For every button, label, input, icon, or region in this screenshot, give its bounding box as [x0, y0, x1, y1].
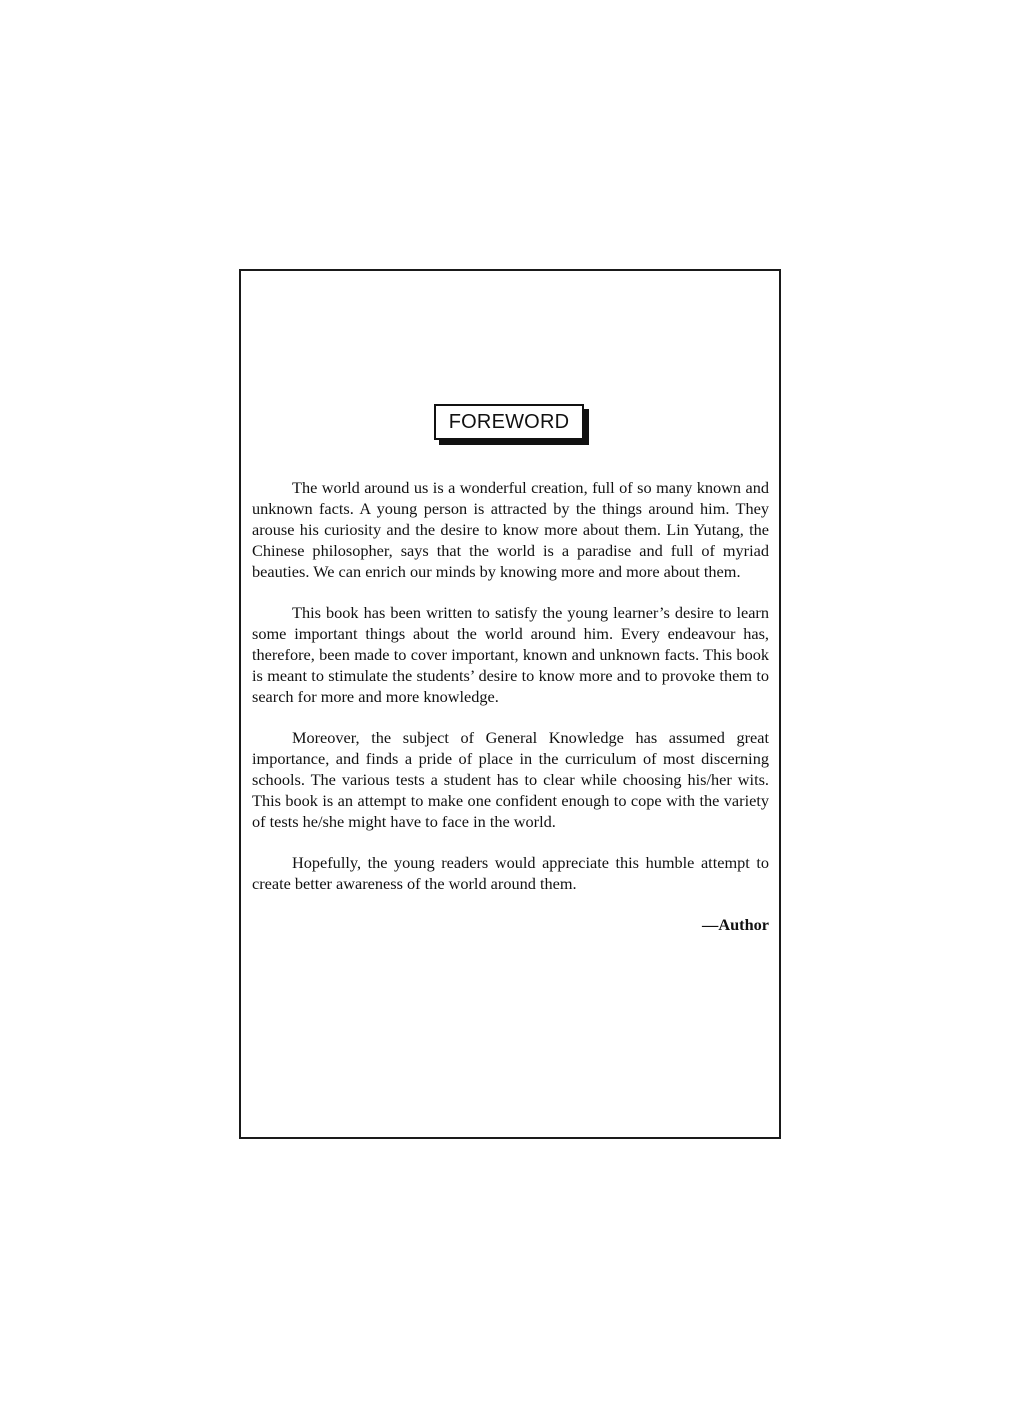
page-frame — [239, 269, 781, 1139]
foreword-body — [252, 477, 769, 935]
author-signature: —Author — [702, 915, 769, 934]
paragraph-2: This book has been written to satisfy the young learner’s desire to learn some important things about the world around him. Every endeavour has, therefore, been made to cover important, known and unknown facts. This book is meant to stimulate the students’ desire to know more and to provoke them to search for more and more knowledge. — [252, 603, 769, 706]
paragraph-4: Hopefully, the young readers would appreciate this humble attempt to create better awareness of the world around them. — [252, 853, 769, 893]
page-title: FOREWORD — [434, 404, 584, 440]
paragraph-1: The world around us is a wonderful creation, full of so many known and unknown facts. A young person is attracted by the things around him. They arouse his curiosity and the desire to know more about them. Lin Yutang, the Chinese philosopher, says that the world is a paradise and full of myriad beauties. We can enrich our minds by knowing more and more about them. — [252, 478, 769, 581]
paragraph-3: Moreover, the subject of General Knowledge has assumed great importance, and finds a pride of place in the curriculum of most discerning schools. The various tests a student has to clear while choosing his/her wits. This book is an attempt to make one confident enough to cope with the variety of tests he/she might have to face in the world. — [252, 728, 769, 831]
title-box — [434, 404, 584, 440]
